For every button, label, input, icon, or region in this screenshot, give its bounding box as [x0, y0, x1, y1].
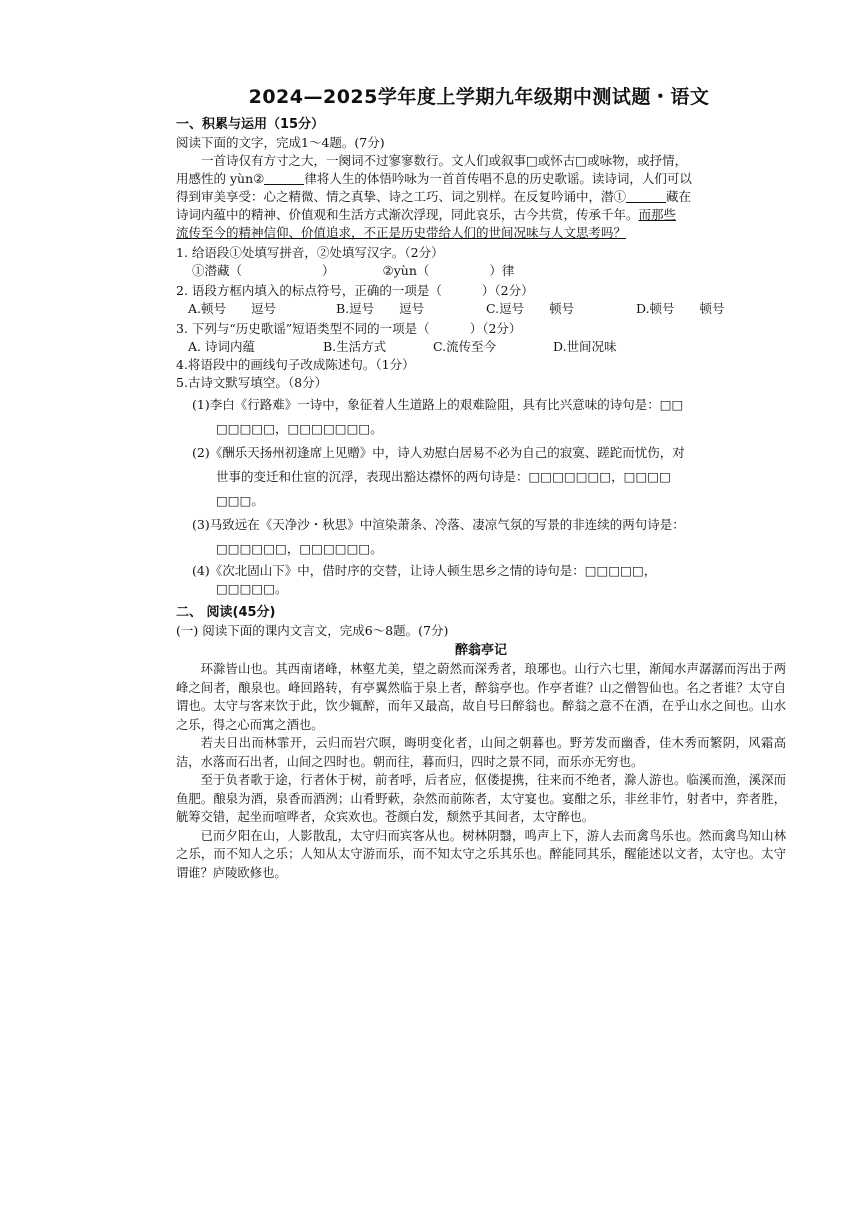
option-b: B.生活方式	[323, 339, 387, 354]
exam-content	[176, 116, 786, 882]
section-2-heading: 二、 阅读(45分)	[176, 605, 276, 620]
option-a: A. 诗词内蕴	[188, 339, 255, 354]
option-d: D.顿号 顿号	[636, 301, 725, 316]
passage-line: 诗词内蕴中的精神、价值观和生活方式渐次浮现，同此哀乐，古今共赏，传承千年。而那些	[176, 207, 677, 222]
question-5-3-boxes: □□□□□□，□□□□□□。	[216, 541, 383, 556]
passage-line: 用感性的 yùn② 律将人生的体悟吟咏为一首首传唱不息的历史歌谣。读诗词，人们可以	[176, 171, 692, 186]
blank-2	[264, 172, 304, 185]
question-3: 3. 下列与“历史歌谣”短语类型不同的一项是（ ）（2分）	[176, 321, 522, 336]
option-c: C.流传至今	[433, 339, 497, 354]
option-a: A.顿号 逗号	[188, 301, 277, 316]
blank-1	[626, 190, 666, 203]
passage	[176, 152, 786, 242]
question-5: 5.古诗文默写填空。（8分）	[176, 375, 328, 390]
article-paragraph: 已而夕阳在山，人影散乱，太守归而宾客从也。树林阴翳，鸣声上下，游人去而禽鸟乐也。然而禽鸟知山林之乐，而不知人之乐；人知从太守游而乐，而不知太守之乐其乐也。醉能同其乐，醒能述以文者，太守也。太守谓谁？庐陵欧修也。	[176, 828, 786, 880]
question-5-4-boxes: □□□□□。	[216, 581, 288, 596]
question-5-1-boxes: □□□□□，□□□□□□□。	[216, 421, 383, 436]
article-paragraph: 环滁皆山也。其西南诸峰，林壑尤美，望之蔚然而深秀者，琅琊也。山行六七里，渐闻水声潺潺而泻出于两峰之间者，酿泉也。峰回路转，有亭翼然临于泉上者，醉翁亭也。作亭者谁？山之僧智仙也。名之者谁？太守自谓也。太守与客来饮于此，饮少辄醉，而年又最高，故自号曰醉翁也。醉翁之意不在酒，在乎山水之间也。山水之乐，得之心而寓之酒也。	[176, 662, 786, 732]
option-b: B.逗号 逗号	[336, 301, 425, 316]
underlined-sentence: 流传至今的精神信仰、价值追求，不正是历史带给人们的世间况味与人文思考吗？	[176, 225, 627, 240]
article-paragraph: 若夫日出而林霏开，云归而岩穴暝，晦明变化者，山间之朝暮也。野芳发而幽香，佳木秀而繁阴，风霜高洁，水落而石出者，山间之四时也。朝而往，暮而归，四时之景不同，而乐亦无穷也。	[176, 736, 786, 769]
option-c: C.逗号 顿号	[486, 301, 575, 316]
option-d: D.世间况味	[553, 339, 617, 354]
article-title: 醉翁亭记	[454, 643, 507, 658]
question-2: 2. 语段方框内填入的标点符号，正确的一项是（ ）（2分）	[176, 283, 534, 298]
question-5-2-boxes: □□□。	[216, 493, 264, 508]
intro-text: 阅读下面的文字，完成1～4题。(7分)	[176, 135, 385, 150]
question-2-options	[176, 300, 786, 318]
question-5-2-cont: 世事的变迁和仕宦的沉浮，表现出豁达襟怀的两句诗是：□□□□□□□，□□□□	[216, 469, 671, 484]
question-4: 4.将语段中的画线句子改成陈述句。（1分）	[176, 357, 415, 372]
page-title: 2024—2025学年度上学期九年级期中测试题・语文	[248, 86, 710, 108]
article-body	[176, 660, 786, 882]
question-1: 1. 给语段①处填写拼音，②处填写汉字。（2分）	[176, 245, 444, 260]
question-1-blanks: ①潜藏（ ） ②yùn（ ）律	[192, 263, 515, 278]
question-3-options	[176, 338, 786, 356]
section-2-part-1: (一) 阅读下面的课内文言文，完成6～8题。(7分)	[176, 623, 449, 638]
passage-line: 得到审美享受：心之精微、情之真挚、诗之工巧、词之别样。在反复吟诵中，潜① 藏在	[176, 189, 692, 204]
passage-line: 一首诗仅有方寸之大，一阕词不过寥寥数行。文人们或叙事□或怀古□或咏物，或抒情，	[201, 153, 688, 168]
question-5-3: (3)马致远在《天净沙・秋思》中渲染萧条、冷落、凄凉气氛的写景的非连续的两句诗是：	[192, 517, 685, 532]
question-5-1: (1)李白《行路难》一诗中，象征着人生道路上的艰难险阻，具有比兴意味的诗句是：□□	[192, 397, 684, 412]
section-1-heading: 一、积累与运用（15分）	[176, 117, 325, 132]
article-paragraph: 至于负者歌于途，行者休于树，前者呼，后者应，伛偻提携，往来而不绝者，滁人游也。临溪而渔，溪深而鱼肥。酿泉为酒，泉香而酒洌；山肴野蔌，杂然而前陈者，太守宴也。宴酣之乐，非丝非竹，射者中，弈者胜，觥筹交错，起坐而喧哗者，众宾欢也。苍颜白发，颓然乎其间者，太守醉也。	[176, 773, 786, 824]
question-5-2: (2)《酬乐天扬州初逢席上见赠》中，诗人劝慰白居易不必为自己的寂寞、蹉跎而忧伤，对	[192, 445, 685, 460]
question-5-4: (4)《次北固山下》中，借时序的交替，让诗人顿生思乡之情的诗句是：□□□□□，	[192, 563, 657, 578]
